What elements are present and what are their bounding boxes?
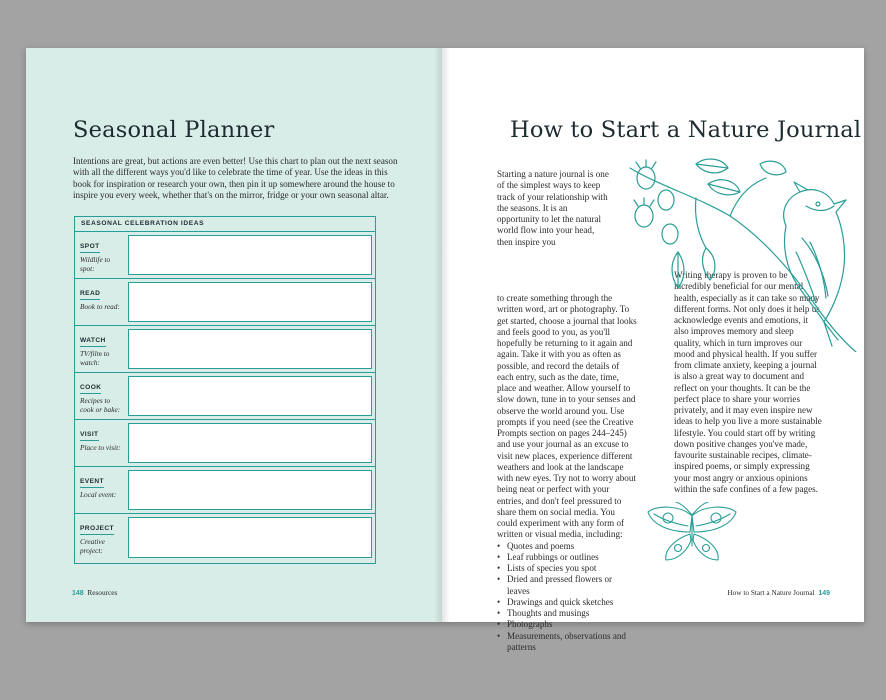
seasonal-celebration-table [74, 216, 376, 564]
list-item: • Measurements, observations and patterns [497, 631, 637, 654]
table-rows [75, 232, 375, 563]
page-title: Seasonal Planner [73, 117, 275, 143]
body-text-top [497, 169, 609, 248]
row-write-box[interactable] [128, 376, 372, 416]
row-label [80, 517, 124, 555]
page-footer-right [727, 588, 830, 597]
row-category: READ [80, 290, 100, 300]
media-list [497, 541, 637, 654]
row-label [80, 329, 124, 367]
row-prompt: Creative project: [80, 537, 105, 556]
row-label [80, 235, 124, 273]
list-item: • Photographs [497, 619, 637, 630]
row-label [80, 376, 124, 414]
list-item: • Thoughts and musings [497, 608, 637, 619]
table-row [75, 467, 375, 514]
paragraph-intro: Starting a nature journal is one of the simplest ways to keep track of your relationship with the seasons. It is an opportunity to let the natural world flow into your head, then inspire you [497, 169, 609, 247]
row-write-box[interactable] [128, 235, 372, 275]
row-prompt: Book to read: [80, 302, 120, 311]
row-prompt: TV/film to watch: [80, 349, 110, 368]
row-category: VISIT [80, 431, 99, 441]
book-spread [26, 48, 864, 652]
row-category: COOK [80, 384, 101, 394]
paragraph-writing-therapy: Writing therapy is proven to be incredibly beneficial for our mental health, especially as it can take so many different forms. Not only does it help us acknowledge events and emotions, it also improves memory and sleep quality, which in turn improves our mood and physical health. If you suffer from climate anxiety, keeping a journal is also a great way to document and reflect on your thoughts. It can be the perfect place to share your worries privately, and it may even inspire new ideas to help you live a more sustainable lifestyle. You could start off by writing down positive changes you've made, favourite sustainable recipes, climate-inspired poems, or simply expressing your most angry or anxious opinions within the safe confines of a few pages. [674, 270, 822, 494]
intro-paragraph: Intentions are great, but actions are even better! Use this chart to plan out the next season with all the different ways you'd like to celebrate the time of year. Use the ideas in this book for inspiration or research your own, then pin it up somewhere around the house to inspire you every week, whether that's on the mirror, fridge or your own seasonal altar. [73, 156, 398, 200]
list-item: • Drawings and quick sketches [497, 597, 637, 608]
table-header: SEASONAL CELEBRATION IDEAS [75, 217, 375, 232]
list-item: • Leaf rubbings or outlines [497, 552, 637, 563]
left-page [26, 48, 442, 622]
footer-label: Resources [87, 588, 118, 597]
page-footer-left [72, 588, 117, 597]
row-label [80, 470, 124, 499]
list-item: • Dried and pressed flowers or leaves [497, 574, 637, 597]
list-item: • Quotes and poems [497, 541, 637, 552]
bird-rosehip-illustration [610, 156, 862, 352]
row-prompt: Recipes to cook or bake: [80, 396, 121, 415]
row-category: PROJECT [80, 525, 114, 535]
row-write-box[interactable] [128, 517, 372, 558]
right-page [442, 48, 864, 652]
table-row [75, 232, 375, 279]
table-row [75, 373, 375, 420]
row-write-box[interactable] [128, 329, 372, 369]
moth-illustration [642, 502, 742, 564]
table-row [75, 326, 375, 373]
row-label [80, 423, 124, 452]
row-category: EVENT [80, 478, 104, 488]
row-prompt: Place to visit: [80, 443, 121, 452]
list-item: • Lists of species you spot [497, 563, 637, 574]
row-label [80, 282, 124, 311]
page-title: How to Start a Nature Journal [510, 117, 862, 143]
book-gutter [434, 48, 450, 622]
page-number: 149 [818, 590, 830, 597]
row-write-box[interactable] [128, 282, 372, 322]
table-row [75, 420, 375, 467]
paragraph-body: to create something through the written word, art or photography. To get started, choose a journal that looks and feels good to you, as you'll hopefully be returning to it again and again. Take it with you as often as possible, and record the details of each entry, such as the date, time, place and weather. Allow yourself to slow down, tune in to your senses and observe the world around you. Use prompts if you need (see the Creative Prompts section on pages 244–245) and use your journal as an excuse to visit new places, experience different weathers and look at the landscape with new eyes. Try not to worry about being neat or perfect with your entries, and don't feel pressured to share them on social media. You could experiment with any form of written or visual media, including: [497, 293, 637, 540]
row-prompt: Local event: [80, 490, 117, 499]
row-write-box[interactable] [128, 470, 372, 510]
row-category: WATCH [80, 337, 106, 347]
row-write-box[interactable] [128, 423, 372, 463]
row-category: SPOT [80, 243, 100, 253]
page-number: 148 [72, 590, 84, 597]
footer-label: How to Start a Nature Journal [727, 588, 815, 597]
row-prompt: Wildlife to spot: [80, 255, 111, 274]
table-row [75, 279, 375, 326]
table-row [75, 514, 375, 561]
